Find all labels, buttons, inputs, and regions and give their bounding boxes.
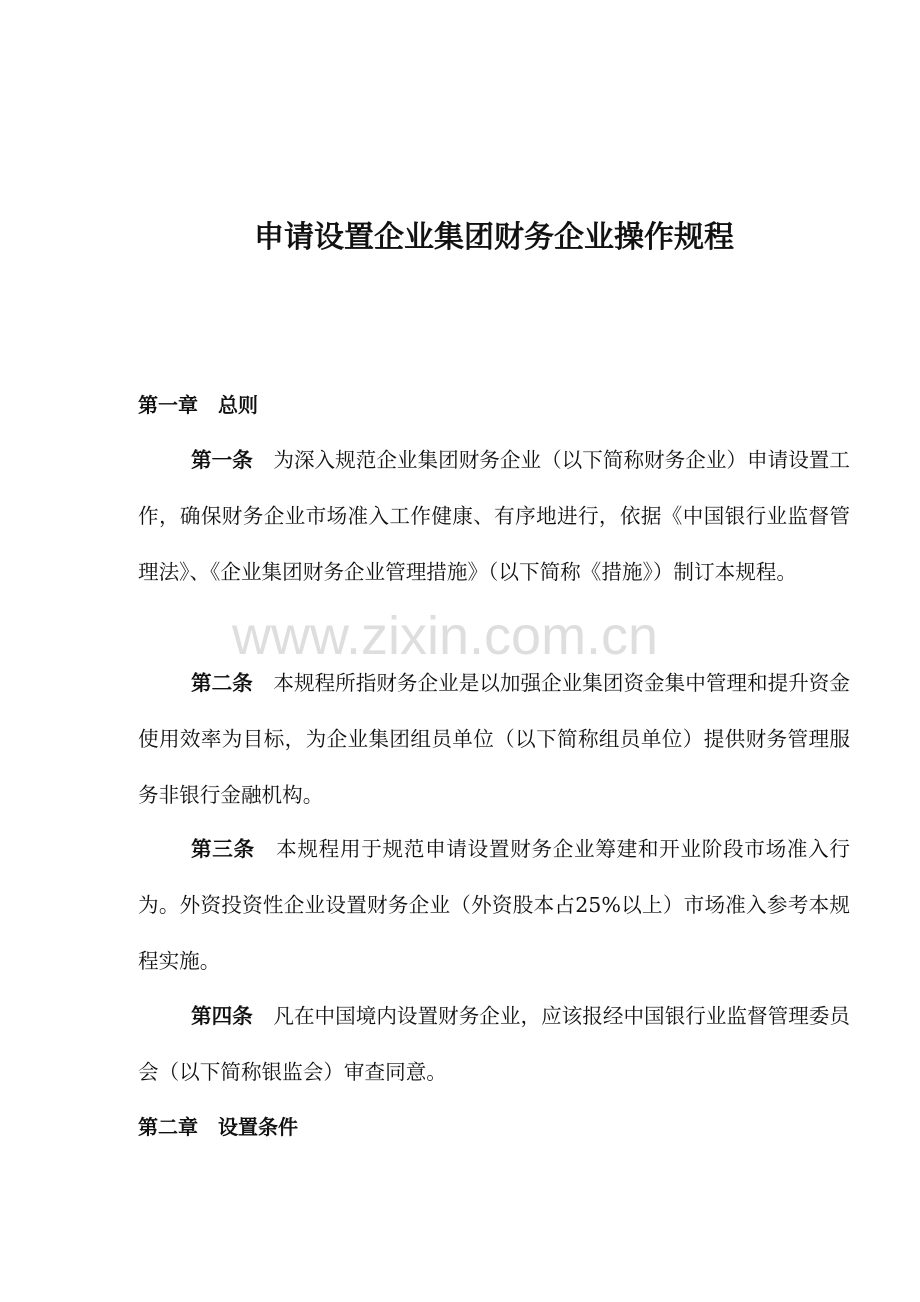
article-paragraph-4 [138, 988, 850, 1100]
document-title: 申请设置企业集团财务企业操作规程 [254, 220, 734, 255]
article-label-1: 第一条 [191, 448, 253, 472]
article-text-1: 为深入规范企业集团财务企业（以下简称财务企业）申请设置工作，确保财务企业市场准入工作健康、有序地进行，依据《中国银行业监督管理法》、《企业集团财务企业管理措施》（以下简称《措施》）制订本规程。 [138, 448, 850, 584]
article-paragraph-3 [138, 821, 850, 989]
article-text-2: 本规程所指财务企业是以加强企业集团资金集中管理和提升资金使用效率为目标，为企业集团组员单位（以下简称组员单位）提供财务管理服务非银行金融机构。 [138, 671, 850, 807]
article-paragraph-2 [138, 655, 850, 823]
article-text-3: 本规程用于规范申请设置财务企业筹建和开业阶段市场准入行为。外资投资性企业设置财务企业（外资股本占25%以上）市场准入参考本规程实施。 [138, 837, 851, 973]
article-label-2: 第二条 [191, 671, 253, 695]
article-paragraph-1 [138, 432, 850, 600]
article-label-3: 第三条 [191, 837, 255, 861]
watermark: www.zixin.com.cn [232, 606, 659, 666]
article-text-4: 凡在中国境内设置财务企业，应该报经中国银行业监督管理委员会（以下简称银监会）审查同意。 [138, 1004, 850, 1084]
chapter-heading-1: 第一章 总则 [138, 393, 258, 417]
chapter-heading-2: 第二章 设置条件 [138, 1115, 298, 1139]
article-label-4: 第四条 [191, 1004, 253, 1028]
